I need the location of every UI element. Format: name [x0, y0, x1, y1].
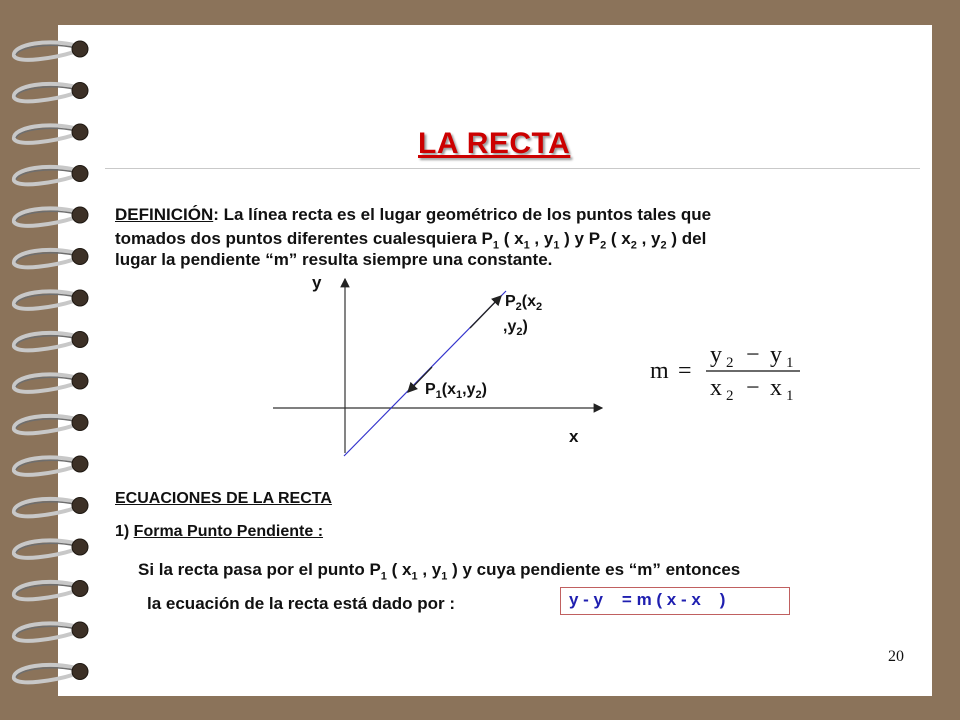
binding-hole [72, 332, 88, 348]
formula-den-x2: x [710, 375, 722, 401]
binding-hole [72, 249, 88, 265]
formula-num-y2-sub: 2 [726, 355, 734, 371]
binding-hole [72, 290, 88, 306]
p2-label-line-1: $P_2(x_2$ [505, 293, 543, 314]
p2-label-line-2: $,y_2$) [503, 318, 528, 339]
definition-line-3: lugar la pendiente “m” resulta siempre una constante. [115, 250, 553, 269]
formula-den-x2-sub: 2 [726, 388, 734, 404]
formula-m: m [650, 358, 669, 384]
binding-hole [72, 622, 88, 638]
definition-label: DEFINICIÓN [115, 205, 214, 224]
binding-hole [72, 664, 88, 680]
y-axis-label: y [312, 275, 322, 292]
binding-hole [72, 581, 88, 597]
binding-hole [72, 498, 88, 514]
binding-hole [72, 83, 88, 99]
formula-num-y1: y [770, 342, 782, 368]
binding-hole [72, 207, 88, 223]
definition-line-1-text: : La línea recta es el lugar geométrico de los puntos tales que [213, 205, 712, 224]
formula-den-x1-sub: 1 [786, 388, 794, 404]
page-title: LA RECTA [418, 127, 571, 160]
title-divider [105, 168, 920, 169]
sentence-2: la ecuación de la recta está dado por : [147, 594, 455, 613]
p1-label: $P_1(x_1,y_2)$ [425, 381, 487, 402]
item-1-heading: 1) Forma Punto Pendiente : [115, 523, 324, 540]
formula-den-x1: x [770, 375, 782, 401]
binding-hole [72, 539, 88, 555]
formula-num-minus: − [746, 342, 760, 368]
formula-num-y1-sub: 1 [786, 355, 794, 371]
slope-formula [648, 340, 828, 405]
binding-hole [72, 456, 88, 472]
formula-num-y2: y [710, 342, 722, 368]
binding-hole [72, 415, 88, 431]
sentence-1: Si la recta pasa por el punto $P_1$ ( $x_1$ , $y_1$ ) y cuya pendiente es “m” entonces [138, 560, 741, 583]
point-slope-equation: y - y = m ( x - x ) [569, 590, 726, 609]
binding-hole [72, 41, 88, 57]
definition-line-2: tomados dos puntos diferentes cualesquiera $P_1$ ( $x_1$ , $y_1$ ) y $P_2$ ( $x_2$ , $y_2$ ) del [115, 229, 707, 252]
binding-hole [72, 124, 88, 140]
binding-hole [72, 166, 88, 182]
spiral-binding [0, 0, 100, 720]
formula-equals: = [678, 358, 692, 384]
formula-den-minus: − [746, 375, 760, 401]
p2-arrow [470, 296, 501, 328]
x-axis-label: x [569, 427, 579, 446]
page-number: 20 [888, 648, 904, 665]
definition-line-1 [115, 205, 711, 225]
line-graph [270, 275, 610, 465]
equations-heading: ECUACIONES DE LA RECTA [115, 490, 332, 507]
binding-hole [72, 373, 88, 389]
